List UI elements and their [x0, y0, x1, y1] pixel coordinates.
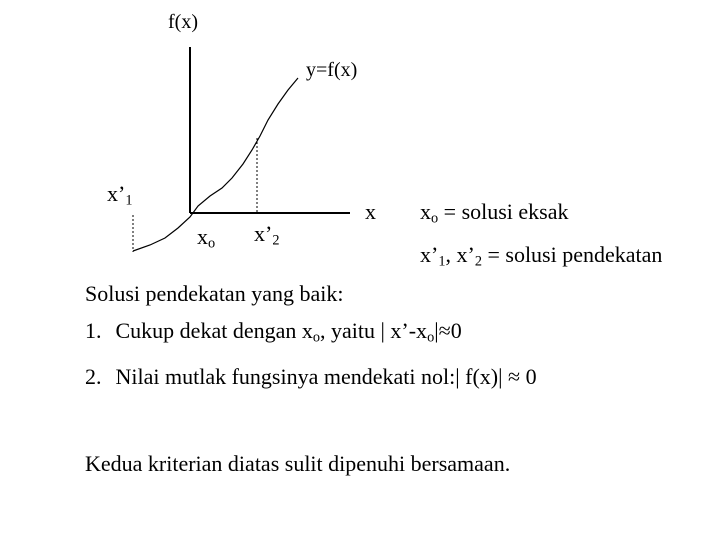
x-prime-2-label: $x’_2$	[254, 221, 280, 249]
conclusion-text: Kedua kriterian diatas sulit dipenuhi bersamaan.	[85, 451, 511, 476]
x-axis-label: x	[365, 199, 376, 224]
criterion-1-number: 1.	[85, 318, 102, 343]
x-prime-1-label: $x’_1$	[107, 181, 133, 209]
legend-approx: $x’_1$, $x’_2$ = solusi pendekatan	[420, 242, 663, 270]
x-o-label: $x_o$	[197, 224, 216, 252]
criterion-2: 2. Nilai mutlak fungsinya mendekati nol:| f(x)| ≈ 0	[85, 364, 537, 389]
curve-label: y=f(x)	[306, 59, 358, 81]
y-axis-label: f(x)	[168, 11, 198, 33]
criterion-1: 1. Cukup dekat dengan $x_o$, yaitu | $x’-x_o|\approx 0$	[85, 318, 462, 346]
criterion-2-number: 2.	[85, 364, 102, 389]
criteria-heading: Solusi pendekatan yang baik:	[85, 281, 344, 306]
legend-exact: $x_o$ = solusi eksak	[420, 199, 569, 227]
